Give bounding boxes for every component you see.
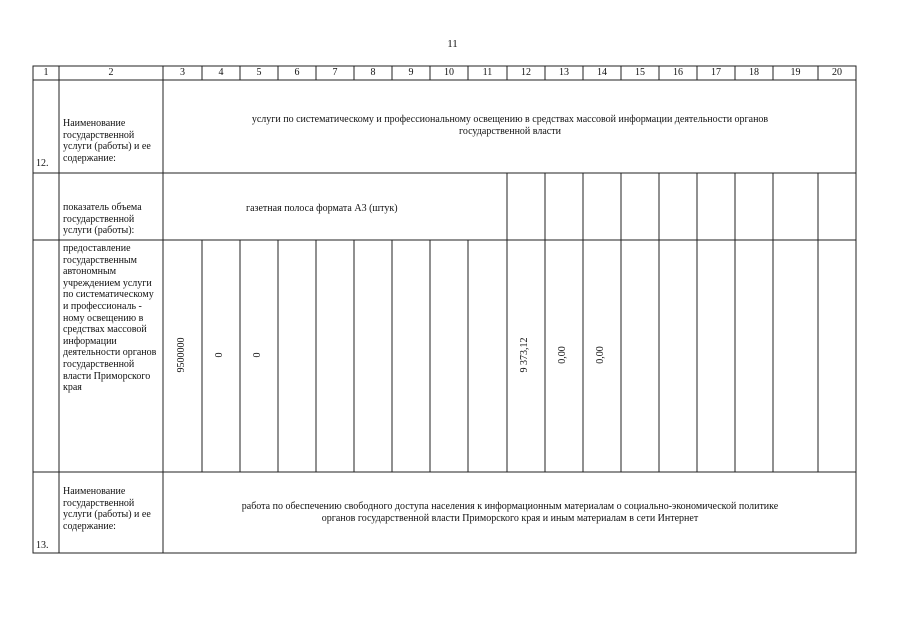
col-header-11: 11 bbox=[482, 67, 493, 78]
col-header-1: 1 bbox=[43, 67, 49, 78]
volume-indicator-label: показатель объема государственной услуги (работы): bbox=[63, 202, 142, 237]
section-13-name-label: Наименование государственной услуги (работы) и ее содержание: bbox=[63, 486, 151, 532]
col-header-8: 8 bbox=[370, 67, 376, 78]
value-col-13: 0,00 bbox=[557, 346, 568, 364]
row-number-12: 12. bbox=[36, 158, 49, 169]
col-header-15: 15 bbox=[635, 67, 645, 78]
volume-unit: газетная полоса формата А3 (штук) bbox=[246, 203, 398, 214]
col-header-12: 12 bbox=[521, 67, 531, 78]
col-header-13: 13 bbox=[559, 67, 569, 78]
section-13-service-text-2: органов государственной власти Приморского края и иным материалам в сети Интернет bbox=[321, 513, 699, 524]
row-number-13: 13. bbox=[36, 540, 49, 551]
value-col-3: 9500000 bbox=[176, 337, 187, 373]
col-header-4: 4 bbox=[218, 67, 224, 78]
col-header-16: 16 bbox=[673, 67, 683, 78]
value-col-14: 0,00 bbox=[595, 346, 606, 364]
section-12-service-text-2: государственной власти bbox=[459, 126, 561, 137]
col-header-20: 20 bbox=[832, 67, 842, 78]
col-header-6: 6 bbox=[294, 67, 300, 78]
value-col-5: 0 bbox=[252, 352, 263, 358]
section-12-service-text-1: услуги по систематическому и профессиональному освещению в средствах массовой информации деятельности органов bbox=[251, 114, 769, 125]
col-header-7: 7 bbox=[332, 67, 338, 78]
col-header-14: 14 bbox=[597, 67, 607, 78]
col-header-2: 2 bbox=[108, 67, 114, 78]
col-header-19: 19 bbox=[790, 67, 801, 78]
col-header-9: 9 bbox=[408, 67, 414, 78]
section-12-name-label: Наименование государственной услуги (работы) и ее содержание: bbox=[63, 118, 151, 164]
col-header-17: 17 bbox=[711, 67, 721, 78]
col-header-18: 18 bbox=[749, 67, 759, 78]
col-header-3: 3 bbox=[180, 67, 185, 78]
section-13-service-text-1: работа по обеспечению свободного доступа населения к информационным материалам о социально-экономической политике bbox=[241, 501, 779, 512]
col-header-5: 5 bbox=[256, 67, 262, 78]
page-number: 11 bbox=[447, 38, 458, 50]
service-detail-label: предоставление государственным автономным учреждением услуги по систематическому и профессиональ - ному освещению в средствах массовой информации деятельности органов государственной власти Приморского края bbox=[63, 243, 157, 394]
value-col-12: 9 373,12 bbox=[519, 337, 530, 373]
value-col-4: 0 bbox=[214, 352, 225, 358]
col-header-10: 10 bbox=[444, 67, 454, 78]
